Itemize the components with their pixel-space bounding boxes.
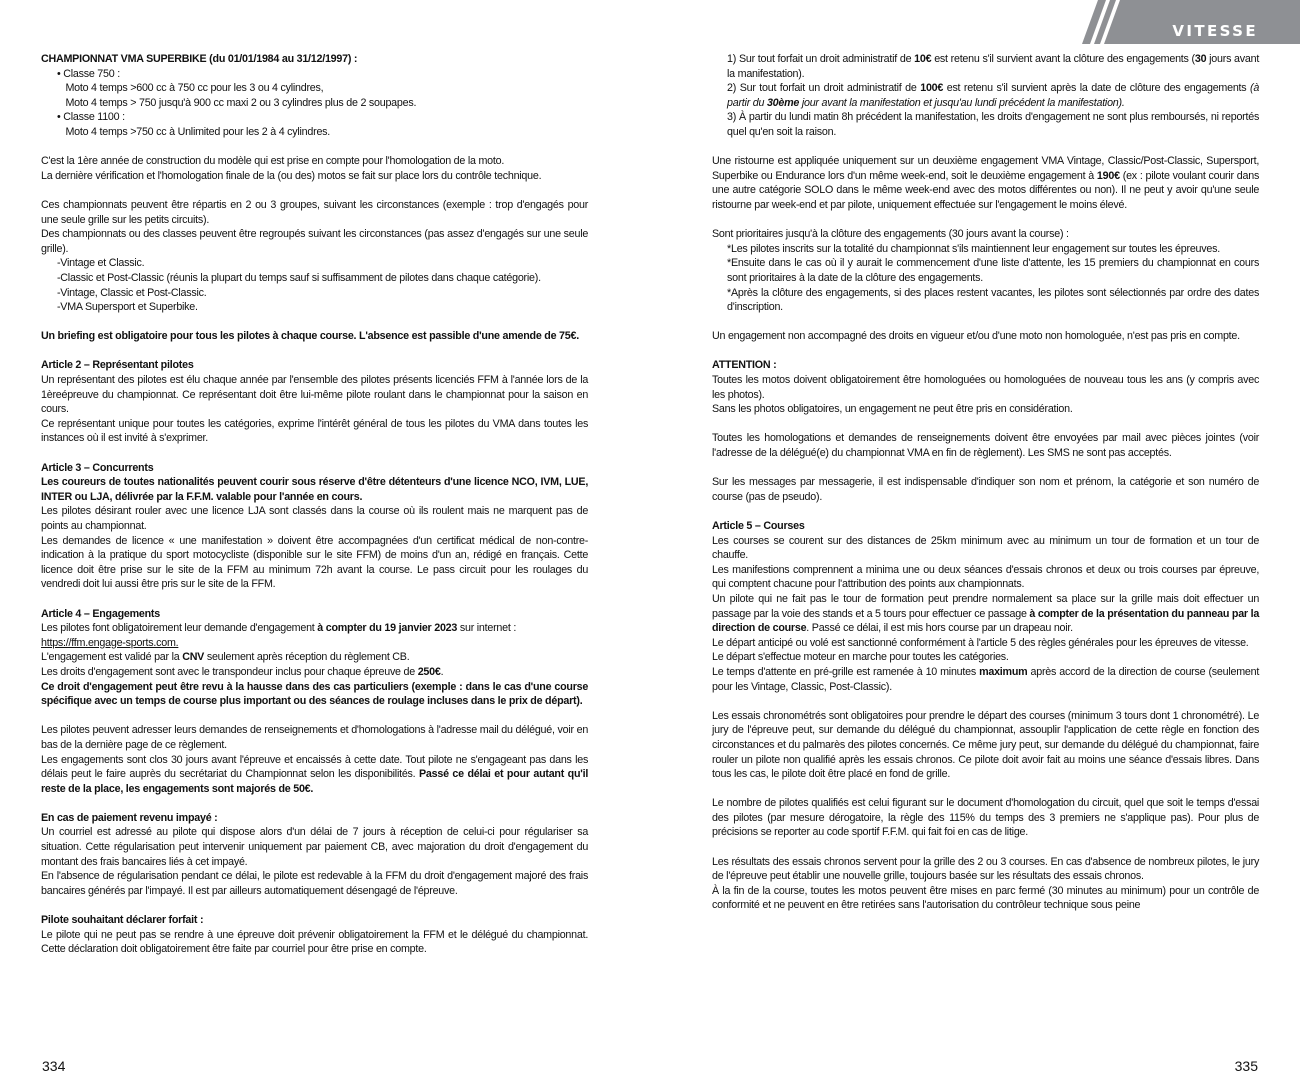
text-run: 10€ bbox=[914, 53, 932, 65]
page-number-left: 334 bbox=[42, 1058, 66, 1074]
left-page-body bbox=[41, 52, 588, 957]
text-paragraph: Ce représentant unique pour toutes les catégories, exprime l'intérêt général de tous les pilotes du VMA dans toutes les instances où il est invité à s'exprimer. bbox=[41, 417, 589, 445]
text-paragraph: À la fin de la course, toutes les motos peuvent être mises en parc fermé (30 minutes au minimum) pour un contrôle de conformité et ne peuvent en être retirées sans l'autorisation du contrôleur technique sous peine bbox=[712, 884, 1260, 912]
text-run: seulement après réception du règlement CB. bbox=[204, 651, 410, 664]
text-run: 2) Sur tout forfait un droit administratif de bbox=[727, 82, 921, 95]
text-run: Les engagements sont clos 30 jours avant l'épreuve et encaissés à cette date. Tout pilote ne s'engageant pas dans les délais peut le faire auprès du secrétariat du Championnat selon les disponibilités. bbox=[41, 753, 589, 781]
text-paragraph bbox=[41, 621, 588, 636]
right-page-body bbox=[712, 52, 1259, 913]
text-run: 30ème bbox=[766, 96, 800, 109]
text-run: Les droits d'engagement sont avec le transpondeur inclus pour chaque épreuve de bbox=[41, 665, 418, 678]
text-paragraph: Un courriel est adressé au pilote qui dispose alors d'un délai de 7 jours à réception de celui-ci pour régulariser sa situation. Cette régularisation peut intervenir uniquement par paiement CB, avec majoration du droit d'engagement du montant des frais bancaires liés à cet impayé. bbox=[41, 826, 589, 868]
paragraph-gap bbox=[712, 417, 1259, 432]
paragraph-gap bbox=[712, 140, 1259, 155]
right-page bbox=[650, 0, 1300, 1092]
text-paragraph bbox=[712, 81, 1259, 110]
text-paragraph: Le départ anticipé ou volé est sanctionné conformément à l'article 5 des règles générales pour les épreuves de vitesse. bbox=[712, 636, 1249, 649]
text-paragraph bbox=[41, 753, 588, 797]
text-paragraph: Les pilotes désirant rouler avec une licence LJA sont classés dans la course où ils roulent mais ne marquent pas de points au championnat. bbox=[41, 505, 589, 532]
text-paragraph: Sont prioritaires jusqu'à la clôture des engagements (30 jours avant la course) : bbox=[712, 228, 1069, 241]
text-paragraph: Moto 4 temps > 750 jusqu'à 900 cc maxi 2 ou 3 cylindres plus de 2 soupapes. bbox=[65, 96, 417, 109]
text-paragraph: *Après la clôture des engagements, si des places restent vacantes, les pilotes sont sélectionnés par ordre des dates d'inscription. bbox=[727, 286, 1260, 314]
paragraph-gap bbox=[712, 840, 1259, 855]
paragraph-gap bbox=[712, 344, 1259, 359]
text-paragraph: Moto 4 temps >750 cc à Unlimited pour les 2 à 4 cylindres. bbox=[65, 125, 331, 138]
text-paragraph: En cas de paiement revenu impayé : bbox=[41, 811, 218, 824]
text-paragraph: Un briefing est obligatoire pour tous les pilotes à chaque course. L'absence est passible d'une amende de 75€. bbox=[41, 330, 579, 343]
text-run: à compter du 19 janvier 2023 bbox=[317, 622, 458, 635]
text-run: 100€ bbox=[920, 82, 944, 95]
text-paragraph: -Vintage et Classic. bbox=[56, 257, 145, 270]
text-paragraph: -VMA Supersport et Superbike. bbox=[56, 301, 198, 314]
text-run: après accord de la direction de course (seulement pour les Vintage, Classic, Post-Classic). bbox=[712, 665, 1260, 693]
text-paragraph bbox=[712, 154, 1259, 212]
paragraph-gap bbox=[41, 315, 588, 330]
text-run: à compter de la présentation du panneau par la direction de course bbox=[712, 607, 1260, 635]
text-paragraph: *Les pilotes inscrits sur la totalité du championnat s'ils maintiennent leur engagement sur toutes les épreuves. bbox=[727, 242, 1220, 255]
text-paragraph: Les résultats des essais chronos servent pour la grille des 2 ou 3 courses. En cas d'absence de nombreux pilotes, le jury de l'épreuve peut établir une nouvelle grille, toujours basée sur les résultats des essais chronos. bbox=[712, 855, 1260, 883]
text-run: Une ristourne est appliquée uniquement sur un deuxième engagement VMA Vintage, Classic/Post-Classic, Supersport, Superbike ou Endurance lors d'un même week-end, soit le deuxième engagement à bbox=[712, 155, 1260, 182]
text-paragraph: Ces championnats peuvent être répartis en 2 ou 3 groupes, suivant les circonstances (exemple : trop d'engagés pour une seule grille sur les petits circuits). bbox=[41, 198, 589, 226]
text-run: . bbox=[440, 665, 444, 678]
text-paragraph: -Vintage, Classic et Post-Classic. bbox=[56, 286, 207, 299]
text-run: 1) Sur tout forfait un droit administratif de bbox=[727, 53, 915, 65]
text-paragraph bbox=[41, 665, 588, 680]
text-paragraph bbox=[712, 592, 1259, 636]
text-paragraph: Sans les photos obligatoires, un engagement ne peut être pris en considération. bbox=[712, 403, 1073, 416]
section-title: VITESSE bbox=[1172, 22, 1258, 40]
text-paragraph: • Classe 1100 : bbox=[56, 111, 125, 124]
text-paragraph: Toutes les homologations et demandes de renseignements doivent être envoyées par mail avec pièces jointes (voir l'adresse de la délégué(e) du championnat VMA en fin de règlement). Les SMS ne sont pas acceptés. bbox=[712, 432, 1260, 460]
text-run: maximum bbox=[979, 665, 1028, 678]
text-run: L'engagement est validé par la bbox=[41, 651, 183, 664]
paragraph-gap bbox=[41, 592, 588, 607]
text-paragraph: La dernière vérification et l'homologation finale de la (ou des) motos se fait sur place lors du contrôle technique. bbox=[41, 169, 542, 182]
text-paragraph bbox=[712, 665, 1259, 694]
text-paragraph: Moto 4 temps >600 cc à 750 cc pour les 3 ou 4 cylindres, bbox=[65, 82, 324, 95]
text-paragraph: Les manifestions comprennent a minima une ou deux séances d'essais chronos et deux ou trois courses par épreuve, qui comptent chacune pour l'attribution des points aux championnats. bbox=[712, 563, 1260, 591]
text-paragraph: • Classe 750 : bbox=[56, 67, 120, 80]
text-paragraph: En l'absence de régularisation pendant ce délai, le pilote est redevable à la FFM du droit d'engagement majoré des frais bancaires générés par l'impayé. Il est par ailleurs automatiquement désengagé de l'épreuve. bbox=[41, 870, 589, 897]
text-paragraph: Article 4 – Engagements bbox=[41, 607, 160, 620]
paragraph-gap bbox=[41, 446, 588, 461]
text-paragraph: Un représentant des pilotes est élu chaque année par l'ensemble des pilotes présents licenciés FFM à l'année lors de la 1èreépreuve du championnat. Ce représentant doit être lui-même pilote roulant dans le championnat pour la saison en cours. bbox=[41, 374, 589, 416]
text-paragraph: Article 3 – Concurrents bbox=[41, 461, 154, 474]
text-run: est retenu s'il survient avant la clôture des engagements ( bbox=[931, 53, 1195, 65]
paragraph-gap bbox=[712, 213, 1259, 228]
paragraph-gap bbox=[712, 782, 1259, 797]
text-paragraph: Les essais chronométrés sont obligatoires pour prendre le départ des courses (minimum 3 tours dont 1 chronométré). Le jury de l'épreuve peut, sur demande du délégué du championnat, assouplir l'application de cette règle en fonction des circonstances et du palmarès des pilotes concernés. Ce même jury peut, sur demande du délégué du championnat, faire rouler un pilote non qualifié après les essais chronos. Ce pilote doit avoir fait au moins une séance d'essais libres. Dans tous les cas, le pilote doit être placé en fond de grille. bbox=[712, 709, 1260, 781]
text-paragraph: Le pilote qui ne peut pas se rendre à une épreuve doit prévenir obligatoirement la FFM et le délégué du championnat. Cette déclaration doit obligatoirement être faite par courriel pour être prise en compte. bbox=[41, 928, 589, 956]
paragraph-gap bbox=[41, 796, 588, 811]
text-paragraph: Article 2 – Représentant pilotes bbox=[41, 359, 194, 372]
paragraph-gap bbox=[712, 461, 1259, 476]
text-run: jour avant la manifestation et jusqu'au lundi précédent la manifestation). bbox=[799, 96, 1125, 109]
text-paragraph: Le nombre de pilotes qualifiés est celui figurant sur le document d'homologation du circuit, quel que soit le temps d'essai des pilotes (par mesure dérogatoire, la règle des 115% du temps des 3 premiers ne s'applique pas). Pour plus de précisions se reporter au code sportif F.F.M. qui fait foi en cas de litige. bbox=[712, 797, 1260, 839]
text-run: Le temps d'attente en pré-grille est ramenée à 10 minutes bbox=[712, 665, 980, 678]
text-paragraph: Toutes les motos doivent obligatoirement être homologuées ou homologuées de nouveau tous les ans (y compris avec les photos). bbox=[712, 374, 1260, 401]
text-run: Un pilote qui ne fait pas le tour de formation peut prendre normalement sa place sur la grille mais doit effectuer un passage par la voie des stands et a 5 tours pour effectuer ce passage bbox=[712, 592, 1260, 620]
text-paragraph: https://ffm.engage-sports.com. bbox=[41, 636, 179, 649]
text-paragraph: Les demandes de licence « une manifestation » doivent être accompagnées d'un certificat médical de non-contre-indication à la pratique du sport motocycliste (disponible sur le site FFM) de moins d'un an, rédigé en français. Cette licence doit être prise sur le site de la FFM au minimum 72h avant la course. Le pass circuit pour les roulages du vendredi doit lui aussi être pris sur le site de la FFM. bbox=[41, 534, 589, 591]
text-paragraph: Les courses se courent sur des distances de 25km minimum avec au minimum un tour de formation et un tour de chauffe. bbox=[712, 534, 1260, 562]
text-paragraph: Les pilotes peuvent adresser leurs demandes de renseignements et d'homologations à l'adresse mail du délégué, voir en bas de la dernière page de ce règlement. bbox=[41, 724, 589, 751]
paragraph-gap bbox=[41, 183, 588, 198]
text-paragraph: Ce droit d'engagement peut être revu à la hausse dans des cas particuliers (exemple : dans le cas d'une course spécifique avec un temps de course plus important ou des séances de roulage incluses dans le prix de départ). bbox=[41, 680, 589, 708]
text-run: (ex : pilote voulant courir dans une autre catégorie SOLO dans le même week-end avec des motos différentes ou non). Il ne peut y avoir qu'une seule ristourne par week-end et par pilote, uniquement effectuée sur l'engagement le moins élevé. bbox=[712, 169, 1260, 211]
paragraph-gap bbox=[41, 709, 588, 724]
text-paragraph: C'est la 1ère année de construction du modèle qui est prise en compte pour l'homologation de la moto. bbox=[41, 155, 505, 168]
text-paragraph: ATTENTION : bbox=[712, 359, 777, 372]
section-banner bbox=[1070, 0, 1300, 44]
text-run: Les pilotes font obligatoirement leur demande d'engagement bbox=[41, 622, 318, 635]
text-paragraph bbox=[712, 52, 1259, 81]
paragraph-gap bbox=[41, 140, 588, 155]
paragraph-gap bbox=[41, 898, 588, 913]
text-run: jours avant la manifestation). bbox=[727, 53, 1260, 80]
text-paragraph: Les coureurs de toutes nationalités peuvent courir sous réserve d'être détenteurs d'une licence NCO, IVM, LUE, INTER ou LJA, délivrée par la F.F.M. valable pour l'année en cours. bbox=[41, 476, 589, 503]
text-run: sur internet : bbox=[457, 622, 517, 635]
text-paragraph: Article 5 – Courses bbox=[712, 520, 805, 532]
paragraph-gap bbox=[712, 694, 1259, 709]
text-run: Passé ce délai et pour autant qu'il reste de la place, les engagements sont majorés de 50€. bbox=[41, 768, 589, 795]
text-paragraph: *Ensuite dans le cas où il y aurait le commencement d'une liste d'attente, les 15 premiers du championnat en cours sont prioritaires à la date de la clôture des engagements. bbox=[727, 257, 1260, 284]
text-paragraph: Pilote souhaitant déclarer forfait : bbox=[41, 914, 204, 927]
paragraph-gap bbox=[41, 344, 588, 359]
text-paragraph: -Classic et Post-Classic (réunis la plupart du temps sauf si suffisamment de pilotes dans chaque catégorie). bbox=[56, 271, 541, 284]
text-run: (à partir du bbox=[727, 82, 1260, 109]
paragraph-gap bbox=[712, 315, 1259, 330]
paragraph-gap bbox=[712, 504, 1259, 519]
text-run: est retenu s'il survient après la date de clôture des engagements bbox=[943, 82, 1251, 95]
text-run: CNV bbox=[182, 651, 205, 664]
text-paragraph: Des championnats ou des classes peuvent être regroupés suivant les circonstances (pas assez d'engagés sur une seule grille). bbox=[41, 228, 589, 255]
text-run: 250€ bbox=[417, 665, 441, 678]
text-run: 30 bbox=[1194, 53, 1207, 65]
text-paragraph bbox=[41, 650, 588, 665]
text-run: . Passé ce délai, il est mis hors course par un drapeau noir. bbox=[806, 622, 1073, 635]
text-paragraph: 3) À partir du lundi matin 8h précédent la manifestation, les droits d'engagement ne sont plus remboursés, ni reportés quel qu'en soit la raison. bbox=[727, 111, 1260, 138]
page-number-right: 335 bbox=[1234, 1058, 1258, 1074]
text-paragraph: Un engagement non accompagné des droits en vigueur et/ou d'une moto non homologuée, n'est pas pris en compte. bbox=[712, 330, 1240, 343]
text-paragraph: Le départ s'effectue moteur en marche pour toutes les catégories. bbox=[712, 651, 1009, 664]
text-paragraph: CHAMPIONNAT VMA SUPERBIKE (du 01/01/1984 au 31/12/1997) : bbox=[41, 53, 358, 65]
text-paragraph: Sur les messages par messagerie, il est indispensable d'indiquer son nom et prénom, la catégorie et son numéro de course (pas de pseudo). bbox=[712, 476, 1260, 503]
text-run: 190€ bbox=[1096, 169, 1120, 182]
